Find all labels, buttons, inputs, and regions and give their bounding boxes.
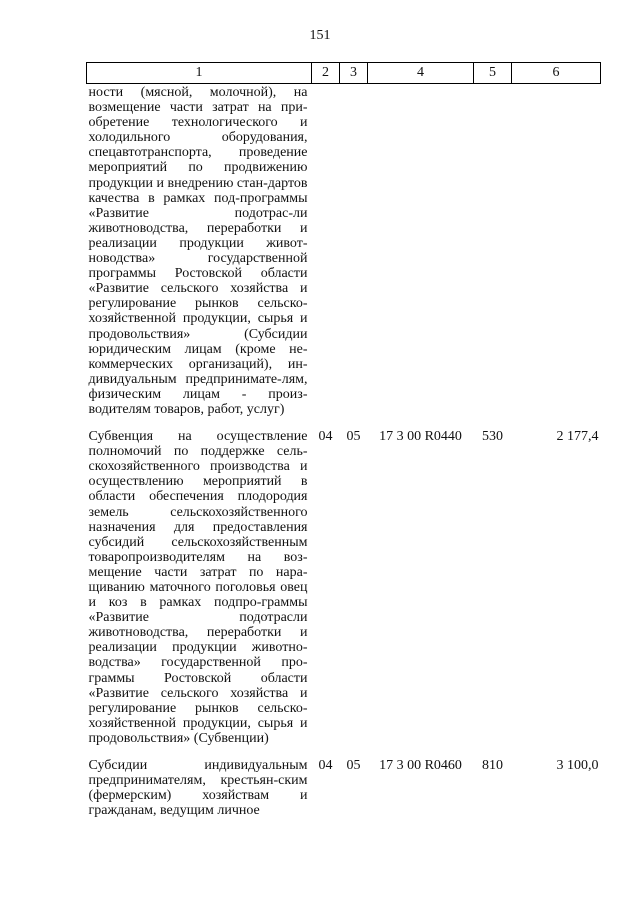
row-description: ности (мясной, молочной), на возмещение части затрат на при-обретение технологического и холодильного оборудования, спецавтотранспорта, проведение мероприятий по продвижению продукции и внедрению стан-дартов качества в рамках под-программы «Развитие подотрас-ли животноводства, переработки и реализации продукции живот-новодства» государственной программы Ростовской области «Развитие сельского хозяйства и регулирование рынков сельско-хозяйственной продукции, сырья и продовольствия» (Субсидии юридическим лицам (кроме не-коммерческих организаций), ин-дивидуальным предпринимате-лям, физическим лицам - произ-водителям товаров, работ, услуг) xyxy=(88,85,308,417)
row-rz xyxy=(312,84,340,430)
row-csr xyxy=(368,84,474,430)
row-rz: 04 xyxy=(318,429,333,445)
header-col-4: 4 xyxy=(368,63,474,84)
budget-table xyxy=(86,62,601,818)
header-col-2: 2 xyxy=(312,63,340,84)
row-vr xyxy=(474,84,512,430)
header-row xyxy=(87,63,601,84)
row-csr: 17 3 00 R0440 xyxy=(379,429,462,445)
row-amount xyxy=(512,84,601,430)
row-pr: 05 xyxy=(346,429,361,445)
row-csr: 17 3 00 R0460 xyxy=(379,758,462,774)
header-col-1: 1 xyxy=(87,63,312,84)
row-pr: 05 xyxy=(346,758,361,774)
row-description: Субсидии индивидуальным предпринимателям, крестьян-ским (фермерским) хозяйствам и гражданам, ведущим личное xyxy=(88,758,308,819)
row-amount: 3 100,0 xyxy=(556,758,599,774)
row-vr: 810 xyxy=(482,758,503,774)
row-pr xyxy=(340,84,368,430)
table-row xyxy=(87,429,601,758)
row-vr: 530 xyxy=(482,429,503,445)
header-col-5: 5 xyxy=(474,63,512,84)
table-row xyxy=(87,84,601,430)
header-col-3: 3 xyxy=(340,63,368,84)
header-col-6: 6 xyxy=(512,63,601,84)
row-rz: 04 xyxy=(318,758,333,774)
row-amount: 2 177,4 xyxy=(556,429,599,445)
row-description: Субвенция на осуществление полномочий по поддержке сель-скохозяйственного производства и осуществлению мероприятий в области обеспечения плодородия земель сельскохозяйственного назначения для предоставления субсидий сельскохозяйственным товаропроизводителям на воз-мещение части затрат по нара-щиванию маточного поголовья овец и коз в рамках подпро-граммы «Развитие подотрасли животноводства, переработки и реализации продукции животно-водства» государственной про-граммы Ростовской области «Развитие сельского хозяйства и регулирование рынков сельско-хозяйственной продукции, сырья и продовольствия» (Субвенции) xyxy=(88,429,308,746)
table-row xyxy=(87,758,601,818)
page-number: 151 xyxy=(309,28,331,43)
